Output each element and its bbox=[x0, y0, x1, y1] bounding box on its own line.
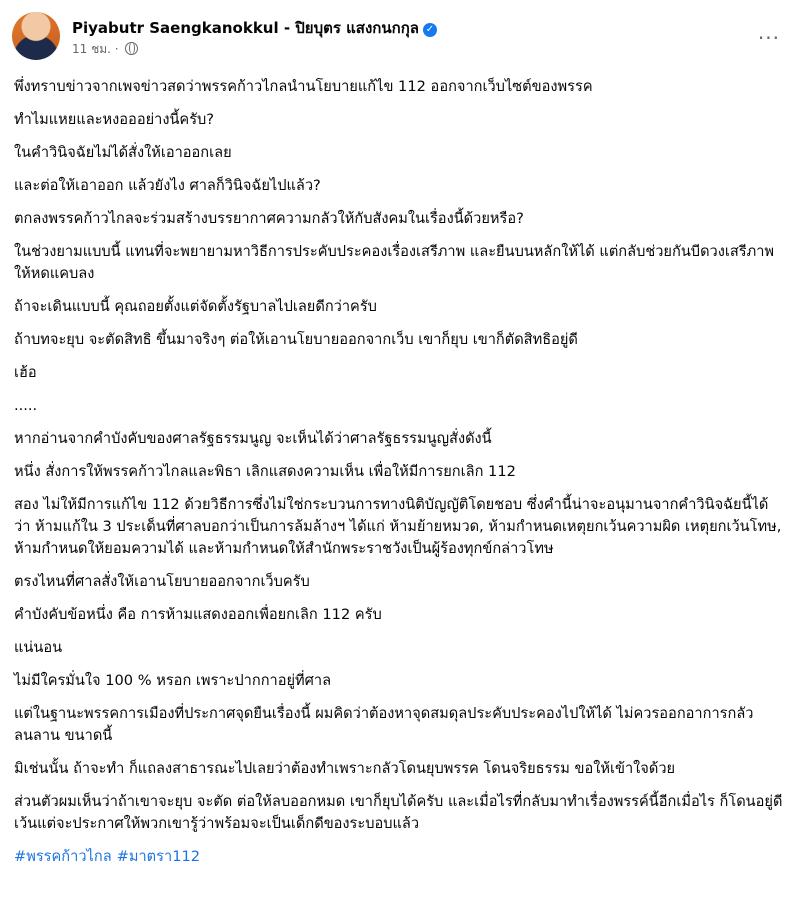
author-line bbox=[72, 16, 437, 40]
post-paragraph: คำบังคับข้อหนึ่ง คือ การห้ามแสดงออกเพื่อยกเลิก 112 ครับ bbox=[14, 606, 382, 623]
post-time[interactable]: 11 ชม. bbox=[72, 42, 111, 56]
post-paragraph: ตรงไหนที่ศาลสั่งให้เอานโยบายออกจากเว็บครับ bbox=[14, 573, 310, 590]
verified-badge-icon: ✓ bbox=[423, 23, 437, 37]
post-paragraph: ส่วนตัวผมเห็นว่าถ้าเขาจะยุบ จะตัด ต่อให้ลบออกหมด เขาก็ยุบได้ครับ และเมื่อไรที่กลับมาทำเรื่องพรรค์นี้อีกเมื่อไร ก็โดนอยู่ดี เว้นแต่จะประกาศให้พวกเขารู้ว่าพร้อมจะเป็นเด็กดีของระบอบแล้ว bbox=[14, 793, 783, 832]
post-paragraph: ตกลงพรรคก้าวไกลจะร่วมสร้างบรรยากาศความกลัวให้กับสังคมในเรื่องนี้ด้วยหรือ? bbox=[14, 210, 524, 227]
post-header bbox=[12, 12, 788, 64]
post-paragraph: ในช่วงยามแบบนี้ แทนที่จะพยายามหาวิธีการประคับประคองเรื่องเสรีภาพ และยืนบนหลักให้ได้ แต่กลับช่วยกันบีดวงเสรีภาพให้หดแคบลง bbox=[14, 243, 775, 282]
post-paragraph: หากอ่านจากคำบังคับของศาลรัฐธรรมนูญ จะเห็นได้ว่าศาลรัฐธรรมนูญสั่งดังนี้ bbox=[14, 430, 492, 447]
post-paragraph: ..... bbox=[14, 397, 38, 414]
post-paragraph: แน่นอน bbox=[14, 639, 63, 656]
hashtag-link[interactable]: #มาตรา112 bbox=[116, 848, 201, 865]
post-paragraph: ทำไมแหยและหงอออย่างนี้ครับ? bbox=[14, 111, 215, 128]
post-paragraph: หนึ่ง สั่งการให้พรรคก้าวไกลและพิธา เลิกแสดงความเห็น เพื่อให้มีการยกเลิก 112 bbox=[14, 463, 516, 480]
meta-separator: · bbox=[114, 42, 119, 56]
post-paragraph: สอง ไม่ให้มีการแก้ไข 112 ด้วยวิธีการซึ่งไม่ใช่กระบวนการทางนิติบัญญัติโดยชอบ ซึ่งคำนี้น่าจะอนุมานจากคำวินิจฉัยนี้ได้ว่า ห้ามแก้ใน 3 ประเด็นที่ศาลบอกว่าเป็นการล้มล้างฯ ได้แก่ ห้ามย้ายหมวด, ห้ามกำหนดเหตุยกเว้นความผิด เหตุยกเว้นโทษ, ห้ามกำหนดให้ยอมความได้ และห้ามกำหนดให้สำนักพระราชวังเป็นผู้ร้องทุกข์กล่าวโทษ bbox=[14, 496, 782, 557]
post-paragraph: ถ้าจะเดินแบบนี้ คุณถอยตั้งแต่จัดตั้งรัฐบาลไปเลยดีกว่าครับ bbox=[14, 298, 377, 315]
post-paragraph: ถ้าบทจะยุบ จะตัดสิทธิ ขึ้นมาจริงๆ ต่อให้เอานโยบายออกจากเว็บ เขาก็ยุบ เขาก็ตัดสิทธิอยู่ดี bbox=[14, 331, 578, 348]
post-body bbox=[14, 76, 784, 879]
avatar[interactable] bbox=[12, 12, 60, 60]
post-paragraph: มิเช่นนั้น ถ้าจะทำ ก็แถลงสาธารณะไปเลยว่าต้องทำเพราะกลัวโดนยุบพรรค โดนจริยธรรม ขอให้เข้าใจด้วย bbox=[14, 760, 676, 777]
post-paragraph: ไม่มีใครมั่นใจ 100 % หรอก เพราะปากกาอยู่ที่ศาล bbox=[14, 672, 332, 689]
post-paragraph: แต่ในฐานะพรรคการเมืองที่ประกาศจุดยืนเรื่องนี้ ผมคิดว่าต้องหาจุดสมดุลประคับประคองไปให้ได้ ไม่ควรออกอาการกลัว ลนลาน ขนาดนี้ bbox=[14, 705, 754, 744]
post-paragraph: พึ่งทราบข่าวจากเพจข่าวสดว่าพรรคก้าวไกลนำนโยบายแก้ไข 112 ออกจากเว็บไซต์ของพรรค bbox=[14, 78, 593, 95]
post-meta bbox=[72, 40, 138, 59]
hashtag-link[interactable]: #พรรคก้าวไกล bbox=[14, 848, 112, 865]
more-options-icon[interactable]: ··· bbox=[757, 26, 780, 50]
author-name[interactable]: Piyabutr Saengkanokkul - ปิยบุตร แสงกนกกุล bbox=[72, 19, 419, 37]
post-paragraph: และต่อให้เอาออก แล้วยังไง ศาลก็วินิจฉัยไปแล้ว? bbox=[14, 177, 321, 194]
post-paragraph: เฮ้อ bbox=[14, 364, 37, 381]
globe-icon bbox=[125, 42, 138, 55]
hashtag-line bbox=[14, 846, 784, 868]
post-paragraph: ในคำวินิจฉัยไม่ได้สั่งให้เอาออกเลย bbox=[14, 144, 232, 161]
